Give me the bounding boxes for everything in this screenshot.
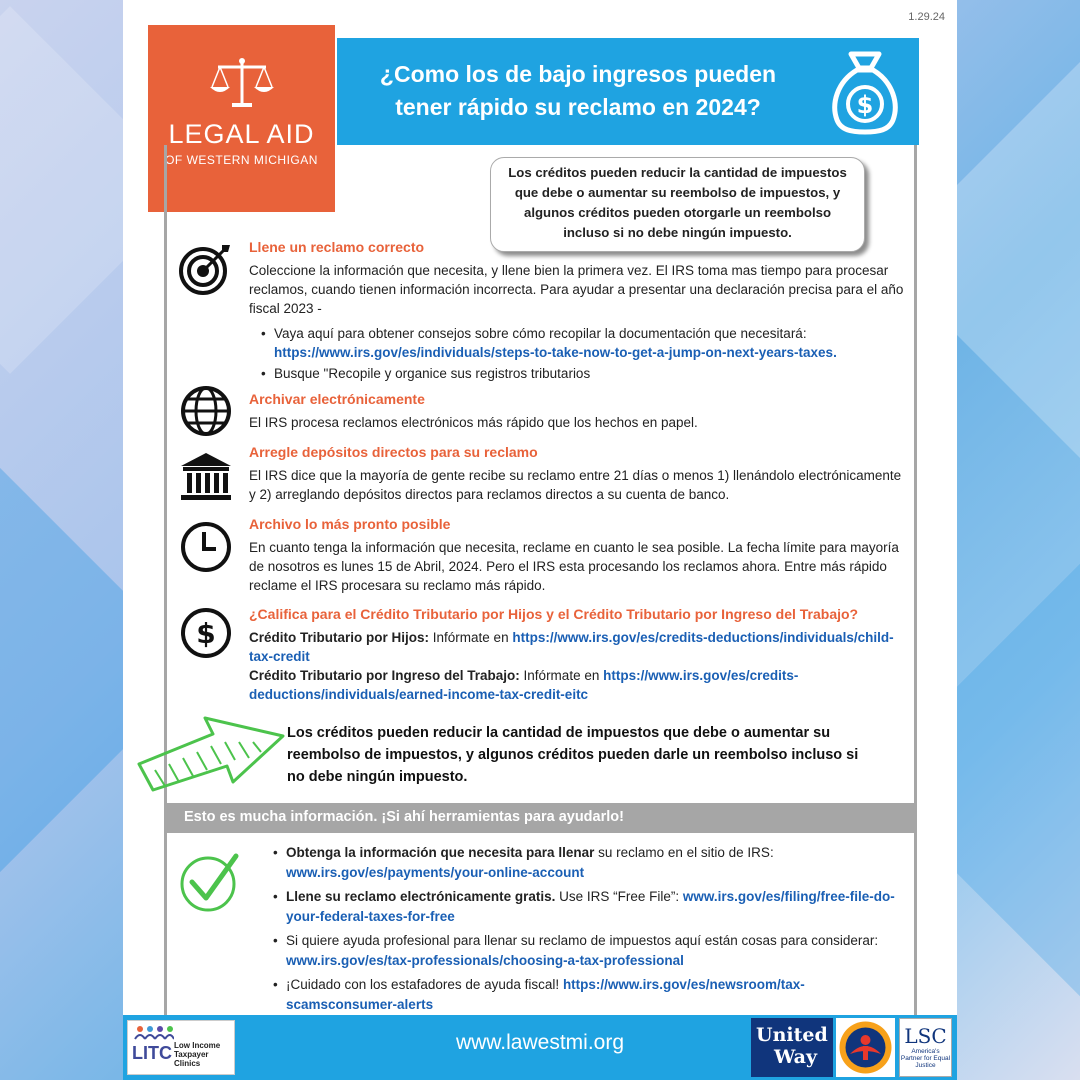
credits-note: Los créditos pueden reducir la cantidad de impuestos que debe o aumentar su reembolso de impuestos, y algunos créditos pueden darle un reembolso incluso si no debe ningún impuesto. bbox=[287, 725, 859, 785]
website-link[interactable]: www.lawestmi.org bbox=[455, 1031, 625, 1054]
section-direct-deposit bbox=[249, 443, 909, 504]
eitc-link[interactable]: https://www.irs.gov/es/credits-deductions/individuals/earned-income-tax-credit-eitc bbox=[249, 668, 799, 702]
uw-line-1: United bbox=[756, 1024, 828, 1046]
section-heading: ¿Califica para el Crédito Tributario por Hijos y el Crédito Tributario por Ingreso del Trabajo? bbox=[249, 606, 859, 622]
svg-text:$: $ bbox=[856, 91, 874, 119]
irs-steps-link[interactable]: https://www.irs.gov/es/individuals/steps-to-take-now-to-get-a-jump-on-next-years-taxes. bbox=[274, 345, 837, 360]
checkmark-icon bbox=[178, 850, 242, 914]
eitc-text: Infórmate en bbox=[523, 668, 600, 683]
tools-banner: Esto es mucha información. ¡Si ahí herramientas para ayudarlo! bbox=[164, 803, 917, 833]
litc-mark: LITC bbox=[132, 1043, 172, 1063]
online-account-link[interactable]: www.irs.gov/es/payments/your-online-account bbox=[286, 865, 585, 880]
date-stamp: 1.29.24 bbox=[908, 11, 945, 23]
ctc-line bbox=[249, 628, 909, 666]
section-heading: Archivar electrónicamente bbox=[249, 391, 425, 407]
tools-list bbox=[261, 843, 911, 1019]
ctc-link[interactable]: https://www.irs.gov/es/credits-deductions/individuals/child-tax-credit bbox=[249, 630, 894, 664]
tool-text: su reclamo en el sitio de IRS: bbox=[598, 845, 774, 860]
credits-callout: Los créditos pueden reducir la cantidad de impuestos que debe o aumentar su reembolso de impuestos, y algunos créditos pueden otorgarle un reembolso incluso si no debe ningún impuesto. bbox=[490, 157, 865, 252]
flyer-page bbox=[123, 0, 957, 1080]
section-file-early bbox=[249, 515, 909, 595]
section-tax-credits bbox=[249, 605, 909, 704]
section-body: El IRS dice que la mayoría de gente recibe su reclamo entre 21 días o menos 1) llenándolo electrónicamente y 2) arreglando depósitos directos para reclamos directos a su cuenta de banco. bbox=[249, 468, 902, 502]
ctc-text: Infórmate en bbox=[432, 630, 509, 645]
united-way-logo bbox=[751, 1018, 833, 1077]
title-line-1: ¿Como los de bajo ingresos pueden bbox=[379, 61, 777, 87]
scales-icon bbox=[210, 55, 274, 111]
clock-icon bbox=[179, 520, 233, 574]
list-item bbox=[249, 324, 909, 362]
tool-text: Use IRS “Free File”: bbox=[559, 889, 680, 904]
header-banner bbox=[337, 38, 919, 145]
logo-sub-text: OF WESTERN MICHIGAN bbox=[165, 153, 318, 167]
ctc-label: Crédito Tributario por Hijos: bbox=[249, 630, 430, 645]
section-correct-return bbox=[249, 238, 909, 385]
tool-bold: Llene su reclamo electrónicamente gratis. bbox=[286, 889, 556, 904]
section-heading: Llene un reclamo correcto bbox=[249, 239, 425, 255]
globe-icon bbox=[179, 384, 233, 438]
green-arrow-icon bbox=[135, 712, 285, 792]
lsc-mark: LSC bbox=[904, 1024, 947, 1048]
scam-alerts-link[interactable]: https://www.irs.gov/es/newsroom/tax-scamsconsumer-alerts bbox=[286, 977, 805, 1012]
tax-professional-link[interactable]: www.irs.gov/es/tax-professionals/choosing-a-tax-professional bbox=[286, 953, 684, 968]
section-body: El IRS procesa reclamos electrónicos más rápido que los hechos en papel. bbox=[249, 415, 698, 430]
section-body: En cuanto tenga la información que necesita, reclame en cuanto le sea posible. La fecha límite para mayoría de nosotros es lunes 15 de Abril, 2024. Pero el IRS esta procesando los reclamos ahora. Entre más rápido reclame el IRS procesara su reclamo más rápido. bbox=[249, 540, 899, 593]
tool-text: Si quiere ayuda profesional para llenar su reclamo de impuestos aquí están cosas para considerar: bbox=[286, 933, 879, 948]
lsc-logo bbox=[899, 1018, 952, 1077]
footer bbox=[123, 1015, 957, 1080]
bank-icon bbox=[179, 450, 233, 504]
lsc-tagline: America's Partner for Equal Justice bbox=[900, 1048, 951, 1069]
section-efile bbox=[249, 390, 909, 432]
list-item bbox=[261, 843, 911, 883]
uw-line-2: Way bbox=[774, 1046, 818, 1068]
tool-bold: Obtenga la información que necesita para llenar bbox=[286, 845, 595, 860]
list-item: • Busque "Recopile y organice sus registros tributarios bbox=[249, 364, 909, 383]
free-file-link[interactable]: www.irs.gov/es/filing/free-file-do-your-federal-taxes-for-free bbox=[286, 889, 895, 924]
target-icon bbox=[178, 242, 232, 296]
section-heading: Arregle depósitos directos para su reclamo bbox=[249, 444, 538, 460]
eitc-line bbox=[249, 666, 909, 704]
tool-text: ¡Cuidado con los estafadores de ayuda fiscal! bbox=[286, 977, 560, 992]
list-item bbox=[261, 887, 911, 927]
page-title bbox=[363, 58, 793, 124]
bullet-text: Vaya aquí para obtener consejos sobre cómo recopilar la documentación que necesitará: bbox=[274, 326, 807, 341]
list-item bbox=[261, 931, 911, 971]
money-bag-icon bbox=[827, 48, 903, 136]
list-item bbox=[261, 975, 911, 1015]
eitc-label: Crédito Tributario por Ingreso del Trabajo: bbox=[249, 668, 520, 683]
united-way-seal-icon bbox=[836, 1018, 895, 1077]
dollar-coin-icon bbox=[179, 606, 233, 660]
section-heading: Archivo lo más pronto posible bbox=[249, 516, 451, 532]
section-body: Coleccione la información que necesita, y llene bien la primera vez. El IRS toma mas tiempo para procesar reclamos, cuando tienen información incorrecta. Para ayudar a presentar una declaración precisa para el año fiscal 2023 - bbox=[249, 263, 904, 316]
logo-main-text: LEGAL AID bbox=[168, 119, 315, 149]
litc-text: Low Income Taxpayer Clinics bbox=[174, 1041, 221, 1068]
title-line-2: tener rápido su reclamo en 2024? bbox=[395, 94, 761, 120]
svg-text:$: $ bbox=[196, 617, 216, 650]
